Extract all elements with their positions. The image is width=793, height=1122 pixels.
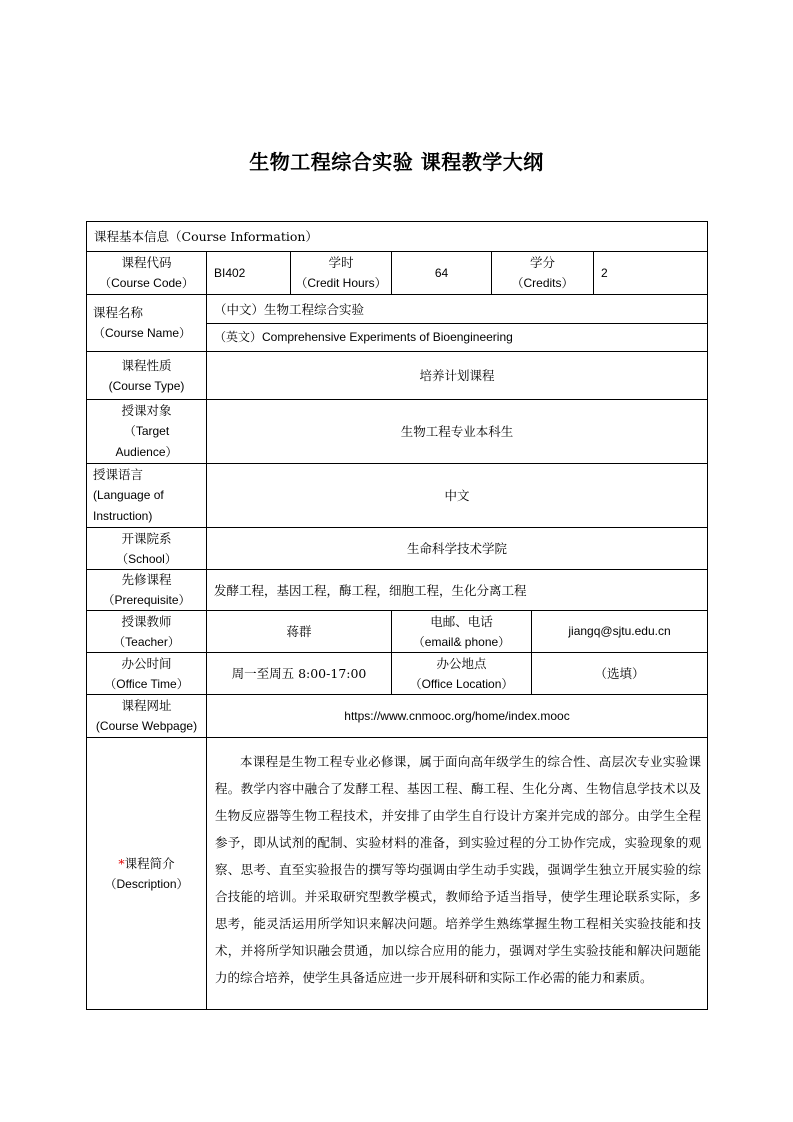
page-title: 生物工程综合实验 课程教学大纲: [249, 150, 544, 174]
office-location-label-zh: 办公地点: [436, 655, 487, 671]
audience-label-en2: Audience）: [115, 445, 178, 459]
language-label-en2: Instruction): [93, 509, 153, 523]
course-code-label-zh: 课程代码: [121, 255, 172, 270]
office-time-text: 周一至周五 8:00-17:00: [231, 666, 367, 681]
school-value: [206, 527, 708, 570]
course-name-label: [86, 294, 207, 352]
required-asterisk: *: [118, 855, 125, 871]
audience-text: 生物工程专业本科生: [400, 424, 514, 439]
course-code-text: BI402: [214, 265, 246, 280]
teacher-label-zh: 授课教师: [121, 613, 172, 629]
prerequisite-label-en: （Prerequisite）: [102, 593, 191, 607]
course-name-zh-text: （中文）生物工程综合实验: [214, 301, 365, 317]
teacher-label-en: （Teacher）: [113, 634, 180, 649]
description-label-zh: 课程简介: [124, 855, 175, 871]
audience-label-en1: （Target: [123, 424, 170, 438]
webpage-value: [206, 694, 708, 738]
audience-value: [206, 399, 708, 464]
contact-label-zh: 电邮、电话: [430, 613, 493, 629]
contact-email: jiangq@sjtu.edu.cn: [568, 624, 671, 638]
audience-label-zh: 授课对象: [121, 403, 172, 418]
teacher-text: 蒋群: [286, 624, 312, 639]
language-text: 中文: [444, 488, 470, 503]
course-type-value: [206, 351, 708, 400]
language-label-zh: 授课语言: [93, 467, 144, 482]
contact-value: [531, 610, 708, 653]
office-location-value: [531, 652, 708, 695]
school-label-zh: 开课院系: [121, 530, 172, 546]
section-header: [86, 221, 708, 252]
prerequisite-value: [206, 569, 708, 611]
language-label-en1: (Language of: [93, 488, 164, 502]
description-label: [86, 737, 207, 1010]
credit-hours-value: [391, 251, 492, 295]
course-code-label: [86, 251, 207, 295]
prerequisite-label-zh: 先修课程: [121, 572, 172, 587]
credits-text: 2: [601, 265, 608, 280]
credit-hours-text: 64: [434, 265, 449, 280]
course-type-text: 培养计划课程: [419, 368, 495, 383]
description-text: 本课程是生物工程专业必修课，属于面向高年级学生的综合性、高层次专业实验课程。教学内容中融合了发酵工程、基因工程、酶工程、生化分离、生物信息学技术以及生物反应器等生物工程技术，并安排了由学生自行设计方案并完成的部分。由学生全程参予，即从试剂的配制、实验材料的准备，到实验过程的分工协作完成，实验现象的观察、思考、直至实验报告的撰写等均强调由学生动手实践，强调学生独立开展实验的综合技能的培训。并采取研究型教学模式，教师给予适当指导，使学生理论联系实际，多思考，能灵活运用所学知识来解决问题。培养学生熟练掌握生物工程相关实验技能和技术，并将所学知识融会贯通，加以综合应用的能力，强调对学生实验技能和解决问题能力的综合培养，使学生具备适应进一步开展科研和实际工作必需的能力和素质。: [215, 754, 701, 985]
webpage-label: [86, 694, 207, 738]
credit-hours-label-en: （Credit Hours）: [295, 276, 387, 290]
webpage-label-zh: 课程网址: [121, 698, 172, 713]
credit-hours-label: [290, 251, 392, 295]
language-value: [206, 463, 708, 528]
credits-label-en: （Credits）: [511, 276, 574, 290]
office-time-value: [206, 652, 392, 695]
credit-hours-label-zh: 学时: [328, 255, 354, 270]
audience-label: [86, 399, 207, 464]
credits-label-zh: 学分: [529, 255, 555, 270]
teacher-value: [206, 610, 392, 653]
course-name-label-zh: 课程名称: [93, 305, 144, 320]
course-name-label-en: （Course Name）: [93, 326, 192, 340]
credits-value: [593, 251, 708, 295]
office-time-label-en: （Office Time）: [104, 676, 189, 691]
office-time-label-zh: 办公时间: [121, 655, 172, 671]
school-label: [86, 527, 207, 570]
course-name-en: [206, 323, 708, 352]
section-header-text: 课程基本信息（Course Information）: [94, 229, 318, 244]
school-label-en: （School）: [116, 551, 177, 566]
description-label-en: （Description）: [104, 876, 189, 891]
school-text: 生命科学技术学院: [406, 541, 507, 556]
contact-label-en: （email& phone）: [412, 634, 511, 649]
office-location-label: [391, 652, 532, 695]
course-type-label-en: (Course Type): [108, 378, 185, 393]
contact-label: [391, 610, 532, 653]
credits-label: [491, 251, 594, 295]
office-location-label-en: （Office Location）: [409, 676, 514, 691]
webpage-link[interactable]: https://www.cnmooc.org/home/index.mooc: [344, 708, 570, 723]
course-type-label-zh: 课程性质: [121, 357, 172, 373]
course-type-label: [86, 351, 207, 400]
prerequisite-text: 发酵工程，基因工程，酶工程，细胞工程，生化分离工程: [214, 582, 527, 598]
office-location-text: （选填）: [594, 666, 645, 681]
course-code-label-en: （Course Code）: [99, 276, 194, 290]
course-name-en-text: （英文）Comprehensive Experiments of Bioengineering: [214, 330, 513, 344]
office-time-label: [86, 652, 207, 695]
course-code-value: [206, 251, 291, 295]
teacher-label: [86, 610, 207, 653]
description-value: [206, 737, 708, 1010]
language-label: [86, 463, 207, 528]
course-name-zh: [206, 294, 708, 324]
webpage-label-en: (Course Webpage): [95, 719, 198, 733]
prerequisite-label: [86, 569, 207, 611]
